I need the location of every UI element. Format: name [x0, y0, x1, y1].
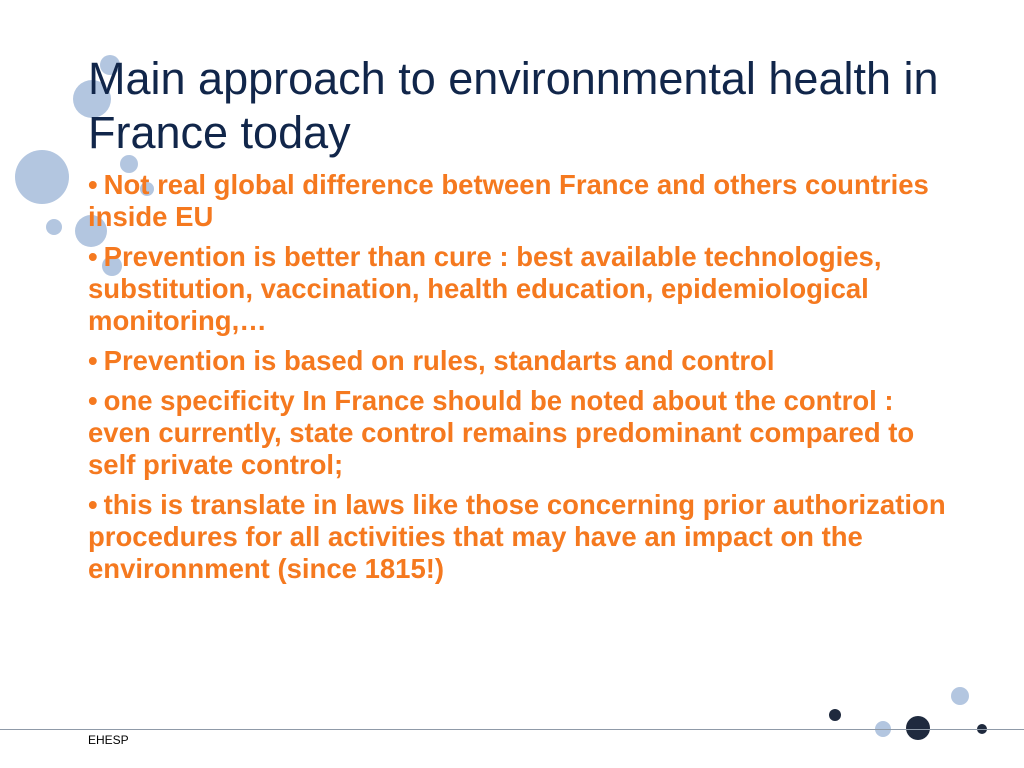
decorative-circle: [15, 150, 69, 204]
footer-label: EHESP: [88, 733, 129, 747]
bullet-text: Not real global difference between France and others countries inside EU: [88, 169, 929, 232]
decorative-circle: [951, 687, 969, 705]
bullet-item: [88, 241, 948, 337]
decorative-circle: [46, 219, 62, 235]
bullet-text: Prevention is better than cure : best available technologies, substitution, vaccination, health education, epidemiological monitoring,…: [88, 241, 882, 336]
bullet-item: [88, 489, 948, 585]
decorative-dot: [829, 709, 841, 721]
bullet-item: [88, 345, 948, 377]
slide-title: Main approach to environnmental health in France today: [88, 53, 939, 158]
bullet-marker: •: [88, 489, 98, 520]
bullet-marker: •: [88, 241, 98, 272]
bullet-marker: •: [88, 345, 98, 376]
bullet-item: [88, 385, 948, 481]
footer-divider: [0, 729, 1024, 730]
bullet-list: [88, 169, 948, 593]
bullet-text: Prevention is based on rules, standarts and control: [103, 345, 775, 376]
decorative-dot: [906, 716, 930, 740]
bullet-marker: •: [88, 169, 98, 200]
bullet-marker: •: [88, 385, 98, 416]
bullet-text: this is translate in laws like those concerning prior authorization procedures for all activities that may have an impact on the environnment (since 1815!): [88, 489, 946, 584]
bullet-text: one specificity In France should be noted about the control : even currently, state control remains predominant compared to self private control;: [88, 385, 915, 480]
bullet-item: [88, 169, 948, 233]
